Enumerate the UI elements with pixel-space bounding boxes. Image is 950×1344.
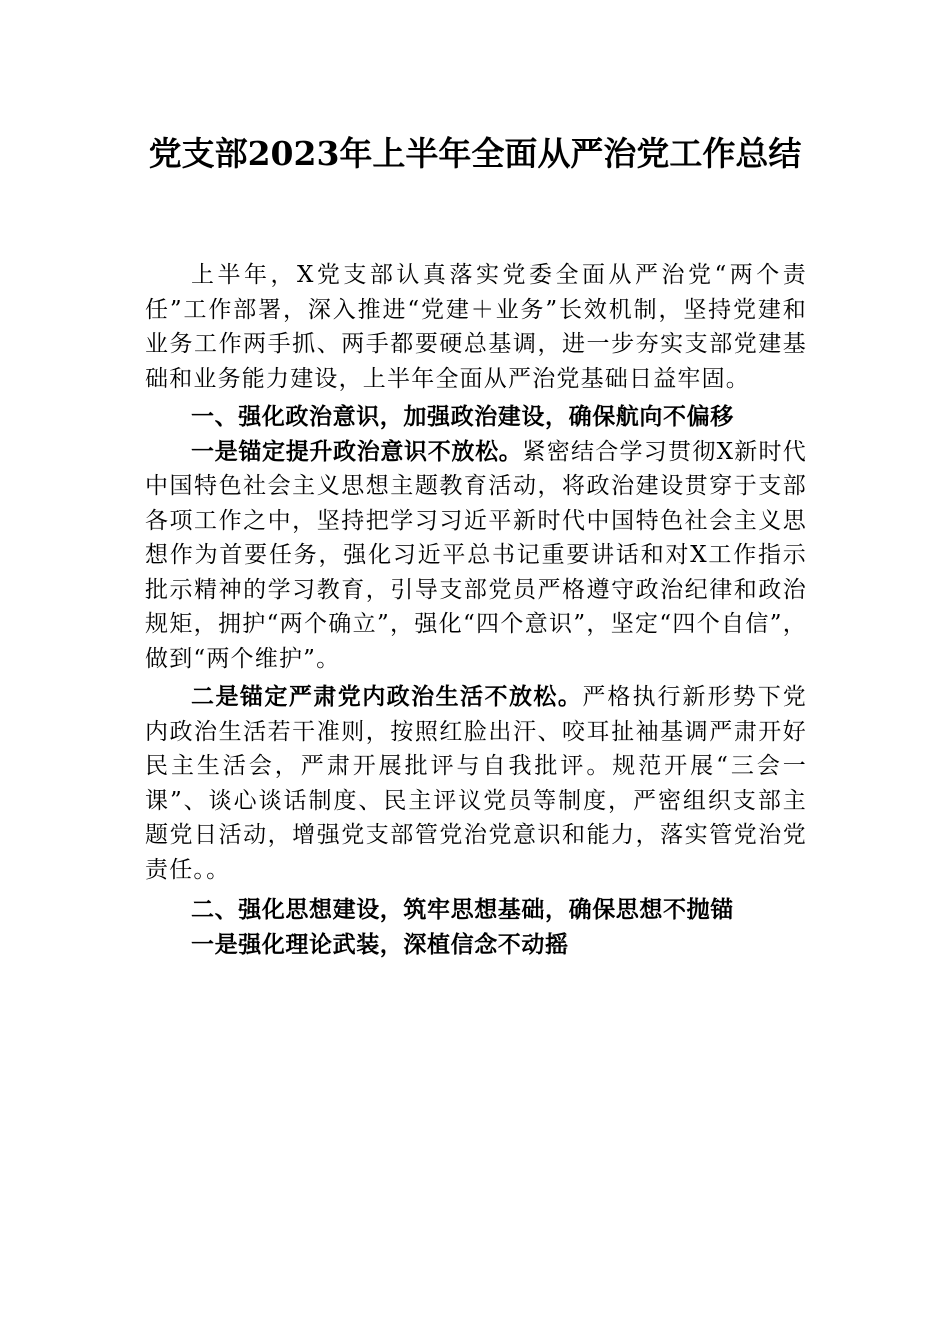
- section-1-item-2-paragraph: [145, 680, 807, 887]
- section-2-item-1-lead: 一是强化理论武装，深植信念不动摇: [191, 931, 569, 958]
- document-title: 党支部2023年上半年全面从严治党工作总结: [148, 134, 802, 173]
- section-1-item-1-paragraph: [145, 435, 807, 677]
- intro-paragraph: 上半年，X党支部认真落实党委全面从严治党“两个责任”工作部署，深入推进“党建＋业务”长效机制，坚持党建和业务工作两手抓、两手都要硬总基调，进一步夯实支部党建基础和业务能力建设，上半年全面从严治党基础日益牢固。: [145, 262, 807, 392]
- section-1-item-2-lead: 二是锚定严肃党内政治生活不放松。: [191, 684, 583, 710]
- document-body: [145, 258, 807, 962]
- section-2-heading: 二、强化思想建设，筑牢思想基础，确保思想不抛锚: [191, 897, 734, 923]
- section-1-item-1-lead: 一是锚定提升政治意识不放松。: [191, 438, 523, 465]
- section-1-item-1-text: 紧密结合学习贯彻X新时代中国特色社会主义思想主题教育活动，将政治建设贯穿于支部各项工作之中，坚持把学习习近平新时代中国特色社会主义思想作为首要任务，强化习近平总书记重要讲话和对X工作指示批示精神的学习教育，引导支部党员严格遵守政治纪律和政治规矩，拥护“两个确立”，强化“四个意识”，坚定“四个自信”，做到“两个维护”。: [145, 438, 807, 672]
- section-1-item-2-text: 严格执行新形势下党内政治生活若干准则，按照红脸出汗、咬耳扯袖基调严肃开好民主生活会，严肃开展批评与自我批评。规范开展“三会一课”、谈心谈话制度、民主评议党员等制度，严密组织支部主题党日活动，增强党支部管党治党意识和能力，落实管党治党责任。。: [145, 684, 807, 883]
- section-1-heading: 一、强化政治意识，加强政治建设，确保航向不偏移: [191, 404, 734, 430]
